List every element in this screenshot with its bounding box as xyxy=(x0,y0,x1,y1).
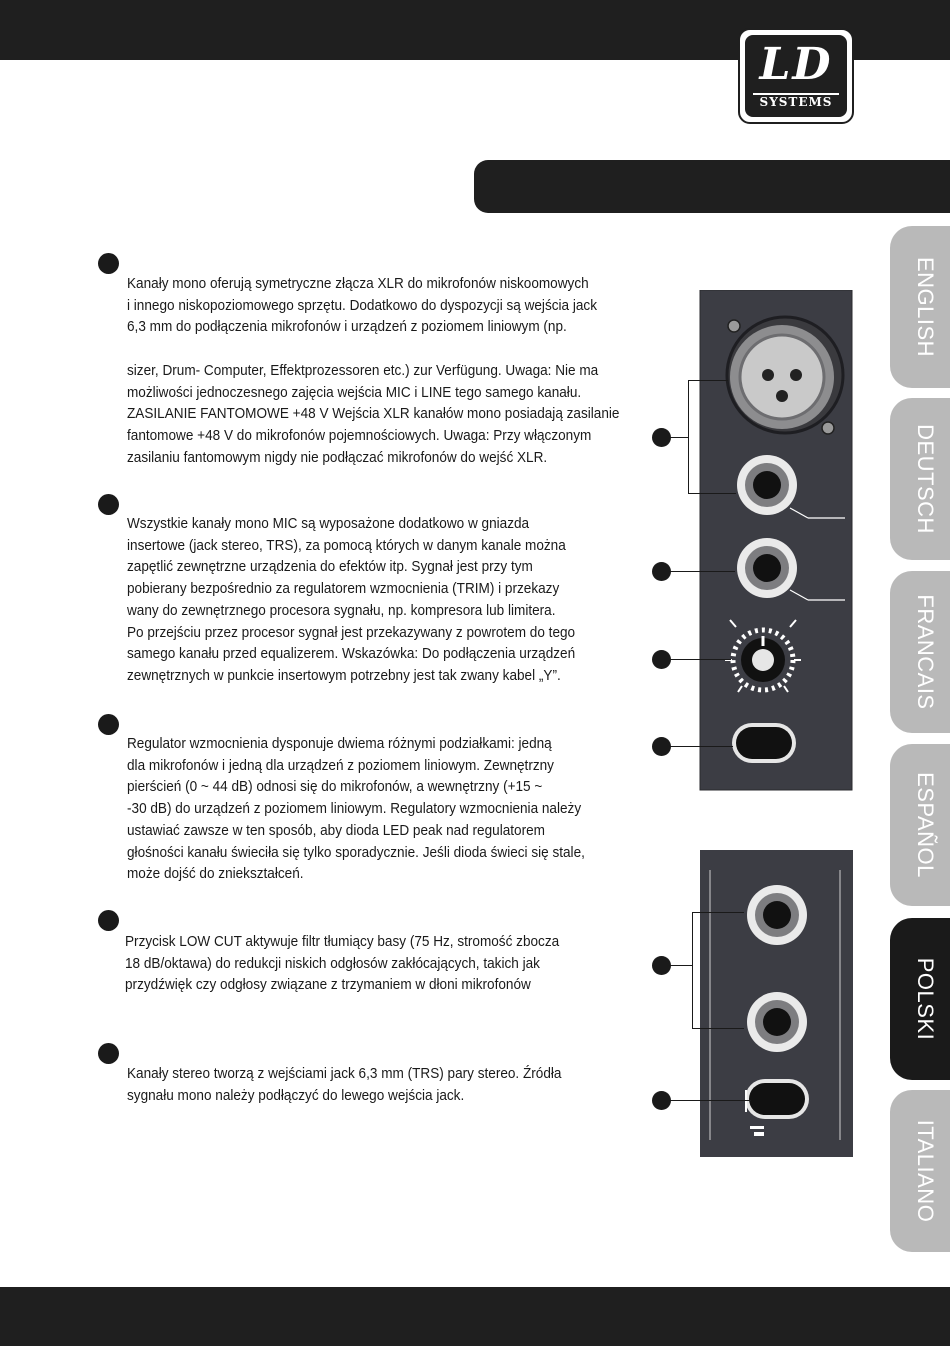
callout-bracket xyxy=(692,1028,744,1029)
text-line: 18 dB/oktawa) do redukcji niskich odgłosów zakłócających, takich jak xyxy=(125,955,540,972)
text-line: Wszystkie kanały mono MIC są wyposażone dodatkowo w gniazda xyxy=(127,516,530,532)
callout-line xyxy=(665,1100,751,1101)
stereo-left-jack-icon xyxy=(747,885,807,945)
tab-polski-label: POLSKI xyxy=(913,957,938,1041)
callout-line xyxy=(665,659,731,660)
callout-marker-6 xyxy=(652,1091,671,1110)
callout-bracket xyxy=(688,493,736,494)
callout-marker-5 xyxy=(652,956,671,975)
tab-deutsch-label: DEUTSCH xyxy=(913,424,938,534)
section-bullet-3 xyxy=(98,714,119,735)
section-5-text xyxy=(127,1064,561,1107)
mono-channel-panel-illustration xyxy=(650,290,860,800)
section-bullet-5 xyxy=(98,1043,119,1064)
callout-line xyxy=(665,746,733,747)
text-line: insertowe (jack stereo, TRS), za pomocą których w danym kanale można xyxy=(127,537,566,554)
callout-bracket xyxy=(692,912,693,1029)
callout-marker-3 xyxy=(652,650,671,669)
callout-bracket xyxy=(688,380,728,381)
text-line: zapętlić zewnętrzne urządzenia do efektów itp. Sygnał jest przy tym xyxy=(127,559,533,576)
text-line: -30 dB) do urządzeń z poziomem liniowym. Regulatory wzmocnienia należy xyxy=(127,801,582,818)
text-line: Kanały mono oferują symetryczne złącza XLR do mikrofonów niskoomowych xyxy=(127,276,589,292)
logo-sub-text: SYSTEMS xyxy=(753,93,839,109)
callout-marker-2 xyxy=(652,562,671,581)
text-line: wany do zewnętrznego procesora sygnału, np. kompresora lub limitera. xyxy=(127,602,556,619)
section-header-bar xyxy=(474,160,950,213)
tab-italiano[interactable] xyxy=(890,1090,950,1252)
text-line: może dojść do zniekształceń. xyxy=(127,866,304,883)
tab-english-label: ENGLISH xyxy=(913,256,938,358)
text-line: ZASILANIE FANTOMOWE +48 V Wejścia XLR kanałów mono posiadają zasilanie xyxy=(127,406,620,423)
xlr-input-icon xyxy=(727,317,843,434)
section-bullet-4 xyxy=(98,910,119,931)
text-line: sizer, Drum- Computer, Effektprozessoren etc.) zur Verfügung. Uwaga: Nie ma xyxy=(127,362,599,379)
text-line: Przycisk LOW CUT aktywuje filtr tłumiący basy (75 Hz, stromość zbocza xyxy=(125,934,560,950)
tab-deutsch[interactable] xyxy=(890,398,950,560)
text-line: przydźwięk czy odgłosy związane z trzymaniem w dłoni mikrofonów xyxy=(125,977,531,994)
text-line: głośności kanału świeciła się tylko sporadycznie. Jeśli dioda świeci się stale, xyxy=(127,844,585,861)
section-2-text xyxy=(127,514,575,688)
bottom-bar xyxy=(0,1287,950,1346)
section-bullet-2 xyxy=(98,494,119,515)
text-line: Po przejściu przez procesor sygnał jest przekazywany z powrotem do tego xyxy=(127,624,576,641)
tab-english[interactable] xyxy=(890,226,950,388)
text-line: i innego niskopoziomowego sprzętu. Dodatkowo do dyspozycji są wejścia jack xyxy=(127,297,597,314)
insert-jack-icon xyxy=(737,538,797,598)
text-line: pierścień (0 ~ 44 dB) odnosi się do mikrofonów, a wewnętrzny (+15 ~ xyxy=(127,779,543,796)
section-1-text xyxy=(127,274,619,469)
text-line: 6,3 mm do podłączenia mikrofonów i urządzeń z poziomem liniowym (np. xyxy=(127,319,567,336)
section-3-text xyxy=(127,734,585,886)
tab-polski[interactable] xyxy=(890,918,950,1080)
text-line: sygnału mono należy podłączyć do lewego wejścia jack. xyxy=(127,1087,465,1104)
text-line: samego kanału przed equalizerem. Wskazówka: Do podłączenia urządzeń xyxy=(127,646,576,663)
section-bullet-1 xyxy=(98,253,119,274)
callout-line xyxy=(665,571,735,572)
callout-marker-4 xyxy=(652,737,671,756)
text-line: dla mikrofonów i jedną dla urządzeń z poziomem liniowym. Zewnętrzny xyxy=(127,757,554,774)
tab-espanol[interactable] xyxy=(890,744,950,906)
section-4-text xyxy=(125,932,559,997)
callout-bracket xyxy=(692,912,744,913)
text-line: zasilaniu fantomowym nigdy nie podłączać mikrofonów do wejść XLR. xyxy=(127,449,548,466)
text-line: Kanały stereo tworzą z wejściami jack 6,3 mm (TRS) pary stereo. Źródła xyxy=(127,1066,562,1082)
stereo-channel-panel-illustration xyxy=(700,850,855,1160)
callout-marker-1 xyxy=(652,428,671,447)
tab-francais[interactable] xyxy=(890,571,950,733)
text-line: możliwości jednoczesnego zajęcia wejścia MIC i LINE tego samego kanału. xyxy=(127,384,582,401)
text-line: fantomowe +48 V do mikrofonów pojemnościowych. Uwaga: Przy włączonym xyxy=(127,427,592,444)
text-line: pobierany bezpośrednio za regulatorem wzmocnienia (TRIM) i przekazy xyxy=(127,581,560,598)
logo-main-text: LD xyxy=(759,39,833,90)
text-gap xyxy=(127,339,619,361)
tab-italiano-label: ITALIANO xyxy=(913,1119,938,1223)
text-line: ustawiać zawsze w ten sposób, aby dioda LED peak nad regulatorem xyxy=(127,822,545,839)
ld-systems-logo xyxy=(738,28,854,124)
tab-espanol-label: ESPAÑOL xyxy=(913,772,938,878)
tab-francais-label: FRANCAIS xyxy=(913,594,938,710)
stereo-right-jack-icon xyxy=(747,992,807,1052)
low-cut-button-icon xyxy=(732,723,796,763)
text-line: Regulator wzmocnienia dysponuje dwiema różnymi podziałkami: jedną xyxy=(127,736,552,752)
text-line: zewnętrznych w punkcie insertowym potrzebny jest tak zwany kabel „Y”. xyxy=(127,667,561,684)
line-jack-icon xyxy=(737,455,797,515)
